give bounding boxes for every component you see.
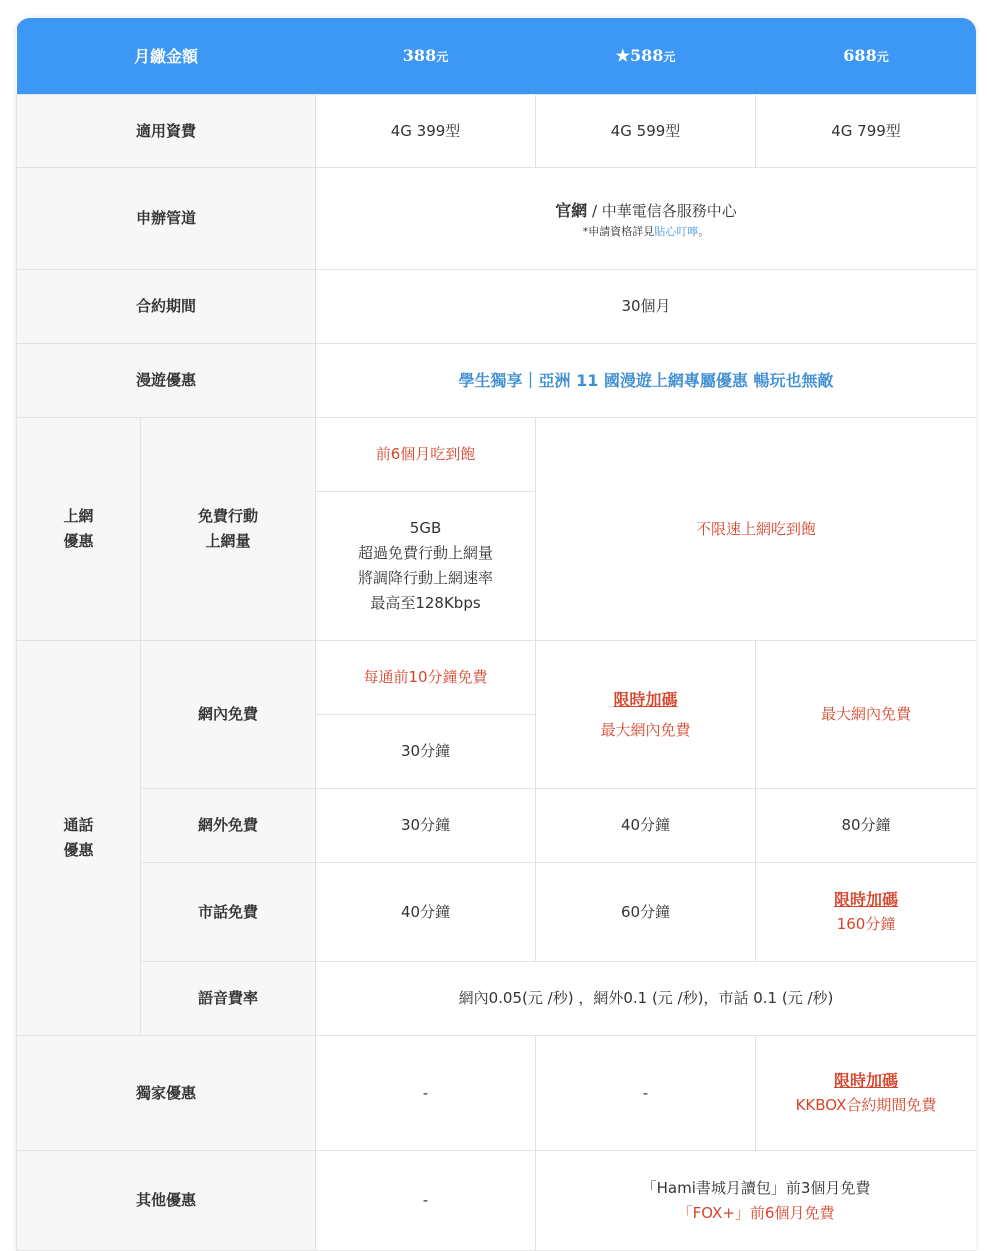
row-application-channel	[17, 168, 977, 270]
plan-388-rate: 4G 399型	[316, 95, 536, 168]
calls-group-line2: 優惠	[63, 841, 94, 859]
data-388-line2: 超過免費行動上網量	[358, 544, 494, 562]
row-contract-period	[17, 270, 977, 344]
free-data-line2: 上網量	[205, 532, 251, 550]
data-388-promo: 前6個月吃到飽	[316, 418, 536, 492]
row-data-top	[17, 418, 977, 492]
label-other: 其他優惠	[17, 1151, 316, 1251]
channel-note-prefix: *申請資格詳見	[582, 224, 655, 238]
exclusive-688-text: KKBOX合約期間免費	[795, 1096, 937, 1114]
label-local-free: 市話免費	[141, 863, 316, 962]
exclusive-688	[756, 1036, 976, 1151]
onnet-388-promo: 每通前10分鐘免費	[316, 641, 536, 715]
data-388-line4: 最高至128Kbps	[370, 594, 481, 612]
calls-group-line1: 通話	[63, 816, 94, 834]
voice-rate-value: 網內0.05(元 /秒) ，網外0.1 (元 /秒)，市話 0.1 (元 /秒)	[316, 962, 976, 1036]
header-588-amount: ★588	[615, 45, 664, 65]
data-388-detail	[316, 492, 536, 641]
other-588-688	[536, 1151, 976, 1251]
label-voice-rate: 語音費率	[141, 962, 316, 1036]
label-data-group	[17, 418, 141, 641]
label-contract-period: 合約期間	[17, 270, 316, 344]
header-588-unit: 元	[663, 49, 676, 64]
exclusive-588: -	[536, 1036, 756, 1151]
row-exclusive	[17, 1036, 977, 1151]
header-plan-588[interactable]	[536, 18, 756, 95]
offnet-588: 40分鐘	[536, 789, 756, 863]
data-group-line1: 上網	[63, 507, 94, 525]
channel-note-suffix: 。	[698, 224, 710, 238]
row-offnet	[17, 789, 977, 863]
header-plan-688[interactable]	[756, 18, 976, 95]
header-388-amount: 388	[402, 45, 437, 65]
header-row	[17, 18, 977, 95]
channel-website[interactable]: 官網	[555, 200, 588, 220]
data-388-amount: 5GB	[409, 519, 442, 537]
plan-588-rate: 4G 599型	[536, 95, 756, 168]
onnet-388-minutes: 30分鐘	[316, 715, 536, 789]
local-388: 40分鐘	[316, 863, 536, 962]
contract-value: 30個月	[316, 270, 976, 344]
offnet-388: 30分鐘	[316, 789, 536, 863]
exclusive-688-promo-link[interactable]: 限時加碼	[834, 1071, 899, 1090]
plan-688-rate: 4G 799型	[756, 95, 976, 168]
label-onnet-free: 網內免費	[141, 641, 316, 789]
free-data-line1: 免費行動	[198, 507, 259, 525]
data-group-line2: 優惠	[63, 532, 94, 550]
plan-table-container	[16, 18, 976, 1251]
label-application-channel: 申辦管道	[17, 168, 316, 270]
other-hami-offer: 「Hami書城月讀包」前3個月免費	[641, 1178, 871, 1197]
row-roaming	[17, 344, 977, 418]
row-onnet-top	[17, 641, 977, 715]
row-applicable-plan	[17, 95, 977, 168]
offnet-688: 80分鐘	[756, 789, 976, 863]
onnet-588-text: 最大網內免費	[600, 720, 691, 739]
channel-service-center: / 中華電信各服務中心	[587, 201, 737, 220]
roaming-offer-link[interactable]: 學生獨享｜亞洲 11 國漫遊上網專屬優惠 暢玩也無敵	[316, 344, 976, 418]
local-688-promo-link[interactable]: 限時加碼	[834, 890, 899, 909]
local-688	[756, 863, 976, 962]
label-roaming: 漫遊優惠	[17, 344, 316, 418]
label-calls-group	[17, 641, 141, 1036]
header-688-amount: 688	[843, 45, 877, 65]
channel-note-link[interactable]: 貼心叮嚀	[654, 224, 699, 238]
other-388: -	[316, 1151, 536, 1251]
exclusive-388: -	[316, 1036, 536, 1151]
header-plan-388[interactable]	[316, 18, 536, 95]
row-local	[17, 863, 977, 962]
onnet-688: 最大網內免費	[756, 641, 976, 789]
channel-value	[316, 168, 976, 270]
label-exclusive: 獨家優惠	[17, 1036, 316, 1151]
onnet-588	[536, 641, 756, 789]
plan-comparison-table	[16, 18, 976, 1251]
header-monthly-fee: 月繳金額	[17, 18, 316, 95]
header-388-unit: 元	[436, 49, 449, 64]
other-fox-offer: 「FOX+」前6個月免費	[677, 1203, 835, 1222]
data-unlimited: 不限速上網吃到飽	[536, 418, 976, 641]
row-voice-rate	[17, 962, 977, 1036]
data-388-line3: 將調降行動上網速率	[358, 569, 494, 587]
local-588: 60分鐘	[536, 863, 756, 962]
onnet-588-promo-link[interactable]: 限時加碼	[613, 689, 678, 709]
label-free-mobile-data	[141, 418, 316, 641]
label-offnet-free: 網外免費	[141, 789, 316, 863]
label-applicable-plan: 適用資費	[17, 95, 316, 168]
row-other	[17, 1151, 977, 1251]
local-688-text: 160分鐘	[836, 915, 896, 933]
header-688-unit: 元	[876, 49, 889, 64]
